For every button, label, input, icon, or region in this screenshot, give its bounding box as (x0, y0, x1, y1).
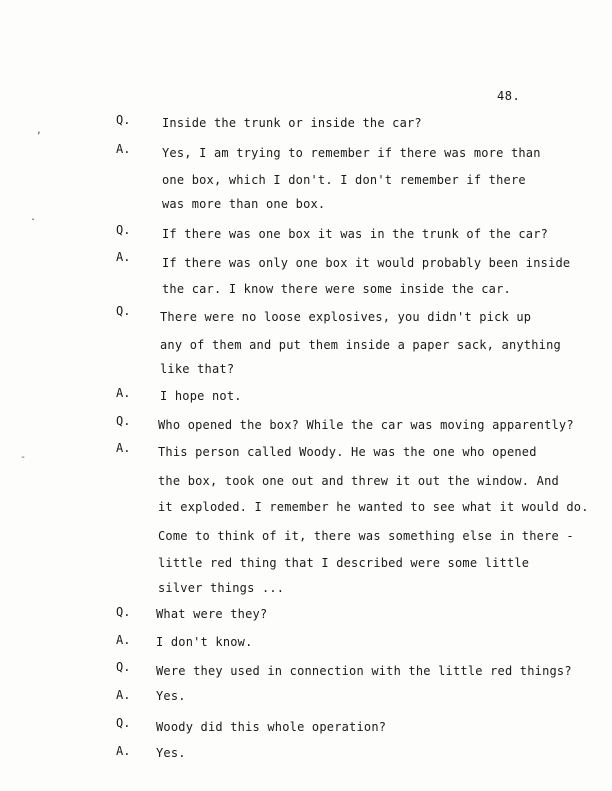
transcript-line: Come to think of it, there was something else in there - (158, 529, 574, 543)
transcript-line: the car. I know there were some inside the car. (162, 282, 511, 296)
speaker-label: Q. (116, 605, 131, 619)
speaker-label: A. (116, 250, 131, 264)
transcript-line: Yes. (156, 746, 186, 760)
transcript-line: it exploded. I remember he wanted to see what it would do. (158, 500, 589, 514)
speaker-label: A. (116, 441, 131, 455)
transcript-line: If there was one box it was in the trunk of the car? (162, 227, 549, 241)
transcript-line: What were they? (156, 607, 268, 621)
margin-mark: , (36, 125, 43, 136)
transcript-line: Were they used in connection with the little red things? (156, 664, 572, 678)
speaker-label: A. (116, 142, 131, 156)
speaker-label: Q. (116, 716, 131, 730)
transcript-line: I hope not. (160, 389, 242, 403)
speaker-label: A. (116, 688, 131, 702)
speaker-label: Q. (116, 660, 131, 674)
transcript-line: Yes. (156, 689, 186, 703)
speaker-label: Q. (116, 304, 131, 318)
speaker-label: A. (116, 744, 131, 758)
transcript-line: Woody did this whole operation? (156, 720, 387, 734)
speaker-label: A. (116, 386, 131, 400)
transcript-line: like that? (160, 362, 235, 376)
margin-mark: - (20, 452, 27, 463)
transcript-line: I don't know. (156, 635, 253, 649)
transcript-line: the box, took one out and threw it out the window. And (158, 474, 559, 488)
speaker-label: Q. (116, 223, 131, 237)
transcript-line: There were no loose explosives, you didn't pick up (160, 310, 532, 324)
transcript-line: was more than one box. (162, 197, 326, 211)
transcript-line: one box, which I don't. I don't remember if there (162, 173, 526, 187)
speaker-label: A. (116, 633, 131, 647)
transcript-line: If there was only one box it would probably been inside (162, 256, 571, 270)
transcript-line: Inside the trunk or inside the car? (162, 116, 422, 130)
transcript-line: Who opened the box? While the car was moving apparently? (158, 418, 574, 432)
speaker-label: Q. (116, 113, 131, 127)
transcript-line: any of them and put them inside a paper sack, anything (160, 338, 561, 352)
transcript-line: This person called Woody. He was the one who opened (158, 445, 537, 459)
page-number: 48. (497, 89, 521, 103)
speaker-label: Q. (116, 414, 131, 428)
transcript-line: silver things ... (158, 581, 285, 595)
margin-mark: . (30, 212, 37, 223)
transcript-line: little red thing that I described were some little (158, 556, 530, 570)
transcript-line: Yes, I am trying to remember if there was more than (162, 146, 541, 160)
